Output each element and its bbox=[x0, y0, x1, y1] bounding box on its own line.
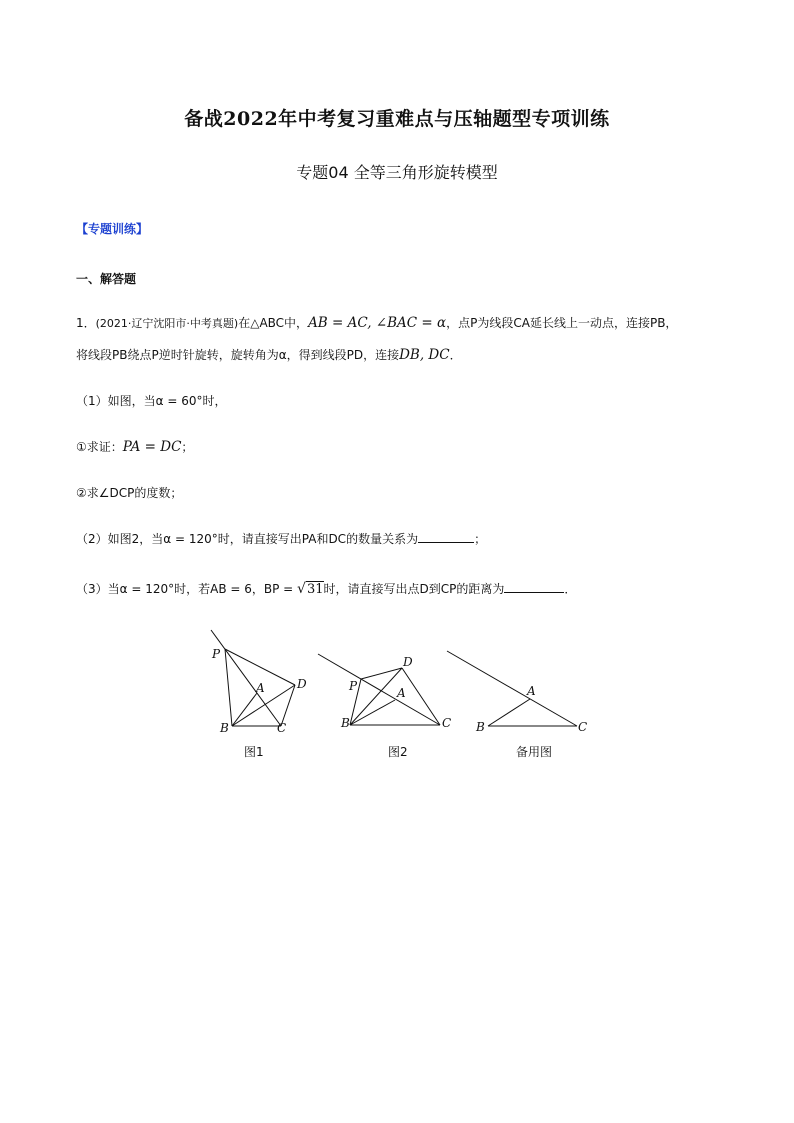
figure-spare bbox=[447, 651, 577, 726]
fig1-seg-dc bbox=[281, 685, 295, 726]
problem-line-1 bbox=[76, 314, 677, 331]
part-3 bbox=[76, 580, 576, 597]
fig2-caption: 图2 bbox=[388, 745, 408, 759]
fig1-label-c: C bbox=[277, 721, 287, 735]
problem-number: 1． bbox=[76, 316, 96, 330]
part-2 bbox=[76, 530, 486, 547]
page-subtitle: 专题04 全等三角形旋转模型 bbox=[296, 163, 498, 182]
spare-caption: 备用图 bbox=[516, 745, 553, 759]
sqrt-expression: √31 bbox=[297, 581, 324, 597]
fig1-seg-bd bbox=[232, 685, 295, 726]
fig1-seg-pb bbox=[225, 649, 232, 726]
spare-label-b: B bbox=[476, 720, 485, 734]
sub-question-1-label: ①求证： bbox=[76, 440, 123, 454]
figure-1 bbox=[211, 630, 295, 726]
spare-seg-ab bbox=[488, 699, 530, 726]
problem-intro-cont: ，点P为线段CA延长线上一动点，连接PB， bbox=[446, 316, 678, 330]
fig2-seg-pd bbox=[361, 668, 402, 679]
part-2-end: ； bbox=[474, 532, 487, 546]
problem-condition: AB = AC, ∠BAC = α bbox=[308, 315, 447, 331]
sub-question-1-math: PA = DC bbox=[122, 439, 182, 455]
fig2-label-c: C bbox=[442, 716, 452, 730]
fig1-line-ext bbox=[211, 630, 281, 726]
fig1-caption: 图1 bbox=[244, 745, 264, 759]
fig2-seg-pb bbox=[350, 679, 361, 725]
sub-question-1-end: ； bbox=[181, 440, 194, 454]
sub-question-1 bbox=[76, 438, 193, 455]
part-3-text-cont: 时，请直接写出点D到CP的距离为 bbox=[323, 582, 505, 596]
problem-source: (2021·辽宁沈阳市·中考真题) bbox=[95, 317, 239, 330]
fig2-label-d: D bbox=[403, 655, 413, 669]
spare-label-c: C bbox=[578, 720, 588, 734]
page-title: 备战2022年中考复习重难点与压轴题型专项训练 bbox=[184, 108, 610, 130]
problem-line-2-end: ． bbox=[449, 348, 462, 362]
fig2-label-a: A bbox=[397, 686, 406, 700]
fig1-label-d: D bbox=[297, 677, 307, 691]
fig2-label-p: P bbox=[349, 679, 358, 693]
fig1-label-p: P bbox=[212, 647, 221, 661]
problem-connect-segments: DB, DC bbox=[399, 347, 450, 363]
fig2-seg-ab bbox=[350, 700, 395, 725]
spare-line-ext bbox=[447, 651, 577, 726]
problem-intro: 在△ABC中， bbox=[238, 316, 309, 330]
section-label: 【专题训练】 bbox=[76, 222, 149, 236]
sub-question-2: ②求∠DCP的度数； bbox=[76, 486, 183, 500]
fig2-seg-bd bbox=[350, 668, 402, 725]
part-2-text: （2）如图2，当α = 120°时，请直接写出PA和DC的数量关系为 bbox=[76, 532, 419, 546]
sqrt-radicand: 31 bbox=[306, 582, 324, 597]
spare-label-a: A bbox=[527, 684, 536, 698]
part-3-text: （3）当α = 120°时，若AB = 6，BP = bbox=[76, 582, 298, 596]
problem-rotation-text: 将线段PB绕点P逆时针旋转，旋转角为α，得到线段PD，连接 bbox=[76, 348, 400, 362]
figure-2 bbox=[318, 654, 440, 725]
part-3-answer-blank[interactable] bbox=[504, 580, 564, 593]
part-3-end: ． bbox=[564, 582, 577, 596]
fig2-label-b: B bbox=[341, 716, 350, 730]
question-type-heading: 一、解答题 bbox=[76, 272, 137, 286]
fig1-seg-ab bbox=[232, 693, 257, 726]
problem-line-2 bbox=[76, 346, 462, 363]
fig1-seg-pd bbox=[225, 649, 295, 685]
fig1-label-b: B bbox=[220, 721, 229, 735]
fig2-line-ext bbox=[318, 654, 440, 725]
part-2-answer-blank[interactable] bbox=[418, 530, 474, 543]
fig2-seg-dc bbox=[402, 668, 440, 725]
fig1-label-a: A bbox=[256, 681, 265, 695]
part-1: （1）如图，当α = 60°时， bbox=[76, 394, 227, 408]
